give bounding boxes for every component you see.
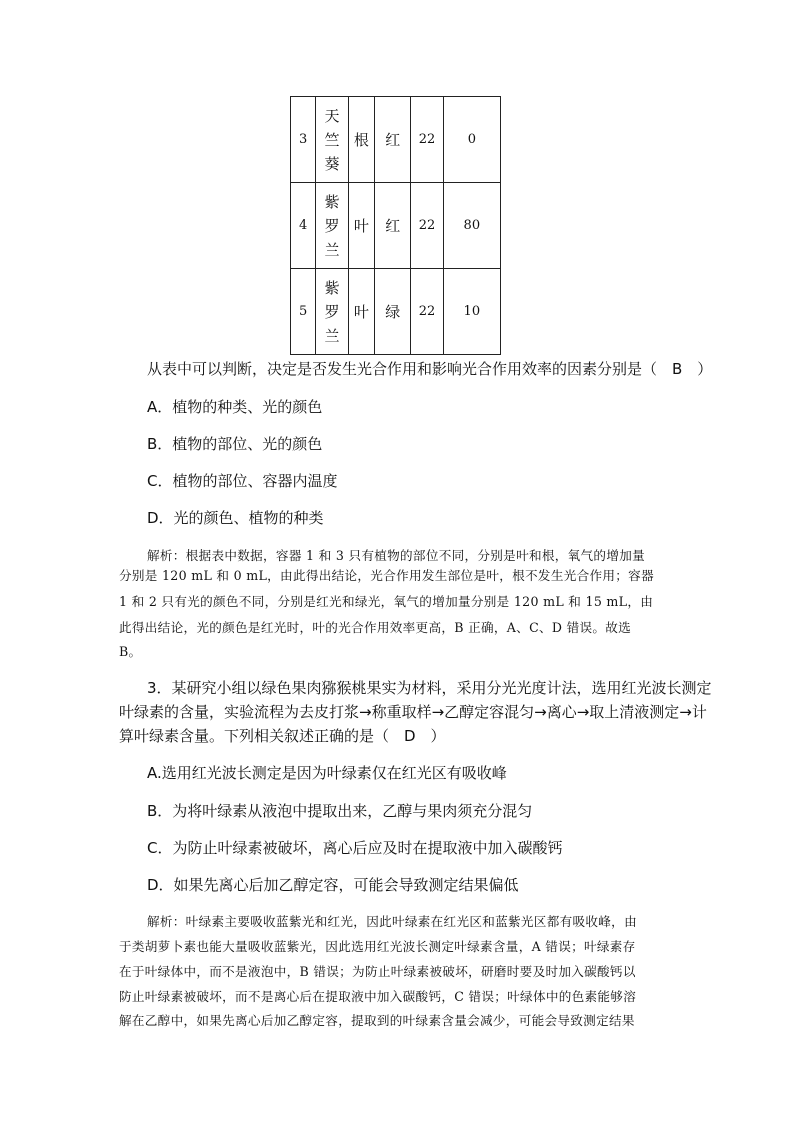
cell-light-color: 红: [375, 97, 411, 183]
cell-temperature: 22: [411, 97, 443, 183]
cell-container-no: 5: [291, 269, 316, 355]
cell-oxygen-increase: 0: [443, 97, 500, 183]
question-3-option-b: B．为将叶绿素从液泡中提取出来，乙醇与果肉须充分混匀: [147, 802, 533, 820]
plant-char: 兰: [324, 326, 340, 345]
plant-char: 兰: [324, 240, 340, 259]
question-3-explanation-line: 在于叶绿体中，而不是液泡中，B 错误；为防止叶绿素被破坏，研磨时要及时加入碳酸钙以: [119, 964, 636, 979]
question-2-option-a: A．植物的种类、光的颜色: [147, 398, 323, 416]
cell-plant: [316, 183, 348, 269]
question-3-option-c: C．为防止叶绿素被破坏，离心后应及时在提取液中加入碳酸钙: [147, 839, 563, 857]
question-3-explanation-line: 于类胡萝卜素也能大量吸收蓝紫光，因此选用红光波长测定叶绿素含量，A 错误；叶绿素存: [119, 939, 636, 954]
plant-char: 紫: [324, 278, 340, 297]
cell-container-no: 3: [291, 97, 316, 183]
cell-part: 叶: [348, 269, 375, 355]
cell-plant: [316, 97, 348, 183]
cell-container-no: 4: [291, 183, 316, 269]
cell-oxygen-increase: 80: [443, 183, 500, 269]
plant-char: 天: [324, 106, 340, 125]
plant-char: 紫: [324, 192, 340, 211]
experiment-table: [290, 96, 501, 355]
question-2-stem: 从表中可以判断，决定是否发生光合作用和影响光合作用效率的因素分别是（ B ）: [147, 360, 713, 378]
table-row: [291, 183, 501, 269]
cell-plant: [316, 269, 348, 355]
question-3-explanation-line: 防止叶绿素被破坏，而不是离心后在提取液中加入碳酸钙，C 错误；叶绿体中的色素能够溶: [119, 989, 637, 1004]
question-2-explanation-line: 此得出结论，光的颜色是红光时，叶的光合作用效率更高，B 正确，A、C、D 错误。故选: [119, 620, 632, 635]
cell-temperature: 22: [411, 183, 443, 269]
question-2-explanation-line: 1 和 2 只有光的颜色不同，分别是红光和绿光，氧气的增加量分别是 120 mL 和 15 mL，由: [119, 594, 654, 609]
question-2-explanation-line: 分别是 120 mL 和 0 mL，由此得出结论，光合作用发生部位是叶，根不发生光合作用；容器: [119, 568, 654, 583]
question-3-stem-line: 叶绿素的含量，实验流程为去皮打浆→称重取样→乙醇定容混匀→离心→取上清液测定→计: [119, 703, 707, 721]
question-3-option-d: D．如果先离心后加乙醇定容，可能会导致测定结果偏低: [147, 876, 519, 894]
table-row: [291, 97, 501, 183]
cell-light-color: 红: [375, 183, 411, 269]
question-3-stem-line: 算叶绿素含量。下列相关叙述正确的是（ D ）: [119, 727, 446, 745]
cell-temperature: 22: [411, 269, 443, 355]
question-2-explanation-line: B。: [119, 644, 142, 659]
plant-char: 罗: [324, 302, 340, 321]
question-3-explanation-line: 解析：叶绿素主要吸收蓝紫光和红光，因此叶绿素在红光区和蓝紫光区都有吸收峰，由: [147, 914, 637, 929]
question-2-option-d: D．光的颜色、植物的种类: [147, 509, 324, 527]
question-2-explanation-line: 解析：根据表中数据，容器 1 和 3 只有植物的部位不同，分别是叶和根，氧气的增加量: [147, 548, 646, 563]
cell-part: 根: [348, 97, 375, 183]
plant-char: 罗: [324, 216, 340, 235]
plant-char: 葵: [324, 154, 340, 173]
plant-char: 竺: [324, 130, 340, 149]
cell-oxygen-increase: 10: [443, 269, 500, 355]
question-3-option-a: A.选用红光波长测定是因为叶绿素仅在红光区有吸收峰: [147, 764, 507, 782]
table-row: [291, 269, 501, 355]
question-2-option-c: C．植物的部位、容器内温度: [147, 472, 338, 490]
question-3-explanation-line: 解在乙醇中，如果先离心后加乙醇定容，提取到的叶绿素含量会减少，可能会导致测定结果: [119, 1013, 635, 1028]
question-3-stem-line: 3．某研究小组以绿色果肉猕猴桃果实为材料，采用分光光度计法，选用红光波长测定: [147, 679, 712, 697]
question-2-option-b: B．植物的部位、光的颜色: [147, 435, 323, 453]
cell-light-color: 绿: [375, 269, 411, 355]
cell-part: 叶: [348, 183, 375, 269]
